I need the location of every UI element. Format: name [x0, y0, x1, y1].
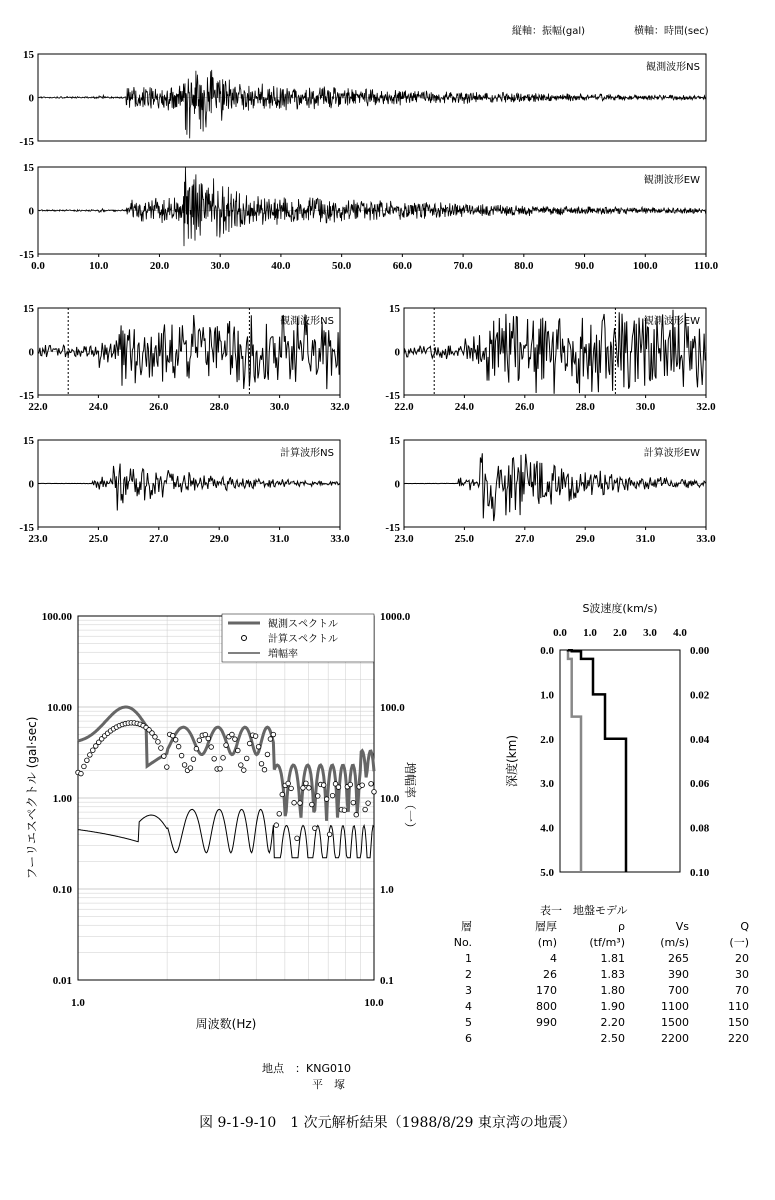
calc-spectrum-point — [170, 733, 175, 738]
calc-spectrum-point — [304, 781, 309, 786]
calc-spectrum-point — [79, 771, 84, 776]
table-cell: 265 — [668, 951, 689, 965]
y-tick-label: 15 — [23, 162, 34, 174]
x-tick-label: 25.0 — [88, 533, 109, 545]
calc-spectrum-point — [159, 746, 164, 751]
x-tick-label: 23.0 — [394, 533, 414, 545]
calc-spectrum-point — [239, 763, 244, 768]
calc-spectrum-point — [209, 745, 214, 750]
calc-spectrum-point — [162, 754, 167, 759]
calc-spectrum-point — [363, 807, 368, 812]
calc-spectrum-point — [233, 737, 238, 742]
y-tick-label: 0 — [28, 92, 34, 105]
table-cell: 6 — [465, 1031, 472, 1045]
calc-spectrum-point — [224, 743, 229, 748]
calc-spectrum-point — [277, 811, 282, 816]
x-tick-label: 30.0 — [635, 401, 656, 413]
y-tick-label: -15 — [19, 249, 34, 261]
table-cell: 1.80 — [600, 983, 625, 997]
calc-spectrum-point — [253, 734, 258, 739]
calc-spectrum-point — [221, 756, 226, 761]
y-tick-label: 5.0 — [540, 867, 554, 879]
calc-spectrum-point — [206, 736, 211, 741]
calc-spectrum-point — [194, 746, 199, 751]
calc-spectrum-point — [366, 801, 371, 806]
vs-profile-chart — [504, 601, 710, 879]
calc-spectrum-point — [156, 740, 161, 745]
table-units-row — [452, 934, 749, 950]
x-tick-label: 2.0 — [613, 627, 627, 639]
table-row — [452, 1014, 749, 1030]
waveform-line — [38, 167, 706, 246]
table-cell: 110 — [728, 999, 749, 1013]
x-tick-label: 22.0 — [394, 401, 414, 413]
table-cell: 1 — [465, 951, 472, 965]
y-tick-label: 0 — [394, 478, 400, 491]
calc-spectrum-point — [247, 741, 252, 746]
table-row — [452, 998, 749, 1014]
calc-spectrum-point — [262, 767, 267, 772]
y-tick-label: -15 — [19, 136, 34, 148]
calc-spectrum-point — [256, 744, 261, 749]
x-tick-label: 40.0 — [271, 260, 291, 272]
x-tick-label: 31.0 — [635, 533, 656, 545]
panel-label: 観測波形EW — [643, 175, 700, 186]
y-tick-label: 15 — [23, 435, 34, 447]
calc-spectrum-point — [369, 782, 374, 787]
y-tick-label: 3.0 — [540, 778, 554, 791]
table-cell: (一) — [729, 936, 749, 949]
table-cell: 2.50 — [600, 1031, 625, 1045]
table-cell: 150 — [728, 1015, 749, 1029]
y2-tick-label: 100.0 — [380, 702, 405, 714]
table-cell: (m) — [537, 935, 557, 949]
table-cell — [472, 1030, 557, 1046]
table-cell: 2 — [465, 967, 472, 981]
calc-spectrum-point — [241, 768, 246, 773]
y2-tick-label: 10.0 — [380, 793, 400, 805]
calc-spectrum-point — [153, 735, 158, 740]
y-axis-label-left: フーリエスペクトル (gal·sec) — [25, 716, 39, 880]
x-tick-label: 32.0 — [330, 401, 350, 413]
calc-spectrum-point — [327, 832, 332, 837]
calc-spectrum-point — [351, 800, 356, 805]
calc-spectrum-point — [321, 783, 326, 788]
y2-tick-label: 0.02 — [690, 689, 710, 702]
calc-spectrum-point — [182, 763, 187, 768]
calc-spectrum-point — [259, 761, 264, 766]
table-cell: Vs — [675, 919, 689, 933]
vs-ylabel: 深度(km) — [505, 734, 519, 788]
table-cell: 2200 — [661, 1031, 689, 1045]
table-cell: 990 — [536, 1015, 557, 1029]
vs-title: S波速度(km/s) — [582, 602, 658, 615]
calc-spectrum-point — [197, 738, 202, 743]
table-cell: (tf/m³) — [589, 935, 625, 949]
y-tick-label: 4.0 — [540, 822, 554, 835]
calc-spectrum-point — [324, 797, 329, 802]
y2-tick-label: 0.08 — [690, 822, 710, 835]
layer-table-title: 表一 地盤モデル — [540, 904, 628, 917]
table-cell: 4 — [465, 999, 472, 1013]
y-tick-label: 0 — [28, 205, 34, 218]
table-header-row — [452, 918, 749, 934]
calc-spectrum-point — [313, 826, 318, 831]
calc-spectrum-point — [173, 737, 178, 742]
waveform-line — [38, 70, 706, 138]
vs-deep-line — [568, 650, 626, 872]
y2-tick-label: 0.00 — [690, 645, 710, 657]
calc-spectrum-point — [191, 757, 196, 762]
x-tick-label: 80.0 — [514, 260, 534, 272]
y-tick-label: 0.10 — [52, 884, 72, 896]
calc-spectrum-point — [265, 752, 270, 757]
y-tick-label: 1.0 — [540, 689, 554, 702]
panel-label: 計算波形NS — [280, 448, 334, 459]
x-tick-label: 33.0 — [330, 533, 350, 545]
calc-spectrum-point — [85, 758, 90, 763]
x-tick-label: 1.0 — [583, 627, 597, 639]
table-cell: 1.83 — [600, 967, 625, 981]
calc-spectrum-point — [301, 786, 306, 791]
spectrum-chart — [25, 611, 418, 1031]
calc-spectrum-point — [348, 782, 353, 787]
x-tick-label: 24.0 — [88, 401, 109, 413]
x-tick-label: 1.0 — [71, 997, 85, 1009]
x-tick-label: 20.0 — [149, 260, 170, 272]
x-tick-label: 10.0 — [364, 997, 384, 1009]
calc-spectrum-point — [315, 794, 320, 799]
y-axis-label-right: 増幅率（一） — [403, 761, 417, 835]
y-tick-label: 0.01 — [52, 975, 72, 987]
x-tick-label: 90.0 — [574, 260, 595, 272]
y2-tick-label: 0.06 — [690, 778, 710, 791]
calc-spectrum-point — [336, 785, 341, 790]
calc-spectrum-point — [280, 792, 285, 797]
x-tick-label: 27.0 — [149, 533, 169, 545]
y-tick-label: 15 — [389, 435, 400, 447]
x-tick-label: 23.0 — [28, 533, 48, 545]
x-tick-label: 0.0 — [31, 260, 45, 272]
x-tick-label: 50.0 — [332, 260, 352, 272]
calc-spectrum-point — [298, 801, 303, 806]
calc-waveform-panels — [19, 435, 716, 545]
table-row — [452, 982, 749, 998]
table-cell: 層厚 — [535, 920, 557, 933]
y-tick-label: 0 — [28, 478, 34, 491]
figure-caption: 図 9-1-9-10 1 次元解析結果（1988/8/29 東京湾の地震） — [199, 1115, 576, 1131]
calc-spectrum-point — [212, 757, 217, 762]
x-tick-label: 26.0 — [149, 401, 169, 413]
calc-spectrum-point — [274, 823, 279, 828]
table-cell: 20 — [735, 951, 749, 965]
zoom-waveform-panels — [19, 303, 716, 413]
calc-spectrum-point — [354, 812, 359, 817]
axis-note-horizontal: 横軸：時間(sec) — [634, 26, 709, 37]
x-tick-label: 30.0 — [210, 260, 230, 272]
table-cell: 220 — [728, 1031, 749, 1045]
calc-spectrum-point — [330, 793, 335, 798]
x-tick-label: 29.0 — [575, 533, 595, 545]
y-tick-label: 100.00 — [41, 611, 72, 623]
top-waveform-panels — [19, 49, 718, 272]
y-tick-label: -15 — [19, 390, 34, 402]
calc-spectrum-point — [372, 790, 377, 795]
calc-spectrum-point — [176, 744, 181, 749]
calc-spectrum-point — [230, 732, 235, 737]
calc-spectrum-point — [88, 753, 93, 758]
x-tick-label: 110.0 — [693, 260, 719, 272]
waveform-line — [38, 464, 340, 511]
table-cell: 390 — [668, 967, 689, 981]
legend-entry: 計算スペクトル — [268, 634, 338, 645]
x-tick-label: 22.0 — [28, 401, 48, 413]
x-tick-label: 27.0 — [515, 533, 535, 545]
calc-spectrum-point — [236, 748, 241, 753]
calc-spectrum-point — [165, 765, 170, 770]
x-tick-label: 24.0 — [454, 401, 475, 413]
x-tick-label: 28.0 — [575, 401, 595, 413]
calc-spectrum-point — [188, 766, 193, 771]
x-tick-label: 31.0 — [269, 533, 290, 545]
legend-entry: 観測スペクトル — [268, 619, 338, 630]
table-cell: 4 — [550, 951, 557, 965]
calc-spectrum-point — [82, 764, 87, 769]
x-tick-label: 29.0 — [209, 533, 229, 545]
x-tick-label: 26.0 — [515, 401, 535, 413]
calc-spectrum-point — [91, 748, 96, 753]
table-cell: 5 — [465, 1015, 472, 1029]
panel-label: 観測波形NS — [646, 62, 700, 73]
y-tick-label: -15 — [385, 522, 400, 534]
y-tick-label: 10.00 — [47, 702, 72, 714]
table-cell: 1500 — [661, 1015, 689, 1029]
y-tick-label: 0 — [28, 346, 34, 359]
table-cell: 3 — [465, 983, 472, 997]
x-tick-label: 100.0 — [632, 260, 658, 272]
table-cell: 2.20 — [600, 1015, 625, 1029]
calc-spectrum-point — [268, 737, 273, 742]
table-row — [452, 950, 749, 966]
legend-swatch-calc — [242, 636, 247, 641]
panel-label: 観測波形NS — [280, 316, 334, 327]
station-label: 地点 ：KNG010 — [262, 1062, 351, 1075]
table-cell: 層 — [461, 920, 472, 933]
x-tick-label: 60.0 — [392, 260, 412, 272]
calc-spectrum-point — [244, 756, 249, 761]
table-cell: 1.81 — [600, 951, 625, 965]
table-cell: 700 — [668, 983, 689, 997]
y-tick-label: 15 — [23, 49, 34, 61]
calc-spectrum-point — [179, 753, 184, 758]
x-tick-label: 3.0 — [643, 627, 657, 639]
panel-label: 計算波形EW — [643, 448, 700, 459]
legend-entry: 増幅率 — [268, 649, 298, 660]
x-tick-label: 0.0 — [553, 627, 567, 639]
y2-tick-label: 0.04 — [690, 733, 710, 746]
x-tick-label: 70.0 — [453, 260, 473, 272]
table-cell: 1.90 — [600, 999, 625, 1013]
vs-frame — [560, 650, 680, 872]
x-tick-label: 25.0 — [454, 533, 475, 545]
y-tick-label: -15 — [19, 522, 34, 534]
calc-spectrum-point — [307, 786, 312, 791]
table-cell: Q — [740, 919, 749, 933]
y2-tick-label: 1.0 — [380, 884, 394, 896]
x-tick-label: 30.0 — [269, 401, 290, 413]
calc-spectrum-point — [271, 732, 276, 737]
calc-spectrum-point — [310, 802, 315, 807]
table-cell: 1100 — [661, 999, 689, 1013]
y2-tick-label: 0.1 — [380, 975, 394, 987]
x-tick-label: 33.0 — [696, 533, 716, 545]
table-cell: 26 — [543, 967, 557, 981]
table-cell: ρ — [618, 919, 625, 933]
layer-table — [452, 918, 749, 1046]
y-tick-label: 1.00 — [52, 793, 72, 805]
table-row — [452, 966, 749, 982]
y-tick-label: 0.0 — [540, 645, 554, 657]
waveform-line — [404, 453, 706, 521]
table-cell: 30 — [735, 967, 749, 981]
y-tick-label: 0 — [394, 346, 400, 359]
calc-spectrum-point — [295, 836, 300, 841]
table-cell: 800 — [536, 999, 557, 1013]
x-axis-label: 周波数(Hz) — [195, 1017, 257, 1031]
y-tick-label: 2.0 — [540, 733, 554, 746]
y2-tick-label: 0.10 — [690, 867, 710, 879]
x-tick-label: 28.0 — [209, 401, 229, 413]
calc-spectrum-point — [342, 808, 347, 813]
y-tick-label: 15 — [389, 303, 400, 315]
calc-spectrum-point — [292, 800, 297, 805]
vs-shallow-line — [568, 650, 581, 872]
calc-spectrum-point — [286, 781, 291, 786]
x-tick-label: 10.0 — [89, 260, 109, 272]
y2-tick-label: 1000.0 — [380, 611, 411, 623]
panel-label: 観測波形EW — [643, 316, 700, 327]
table-cell: (m/s) — [660, 935, 689, 949]
table-cell: 170 — [536, 983, 557, 997]
station-name: 平 塚 — [312, 1078, 345, 1091]
table-cell: No. — [453, 935, 472, 949]
calc-spectrum-point — [360, 783, 365, 788]
table-cell: 70 — [735, 983, 749, 997]
y-tick-label: -15 — [385, 390, 400, 402]
x-tick-label: 4.0 — [673, 627, 687, 639]
calc-spectrum-point — [289, 786, 294, 791]
y-tick-label: 15 — [23, 303, 34, 315]
x-tick-label: 32.0 — [696, 401, 716, 413]
axis-note-vertical: 縦軸：振幅(gal) — [512, 26, 586, 37]
calc-spectrum-point — [218, 767, 223, 772]
table-row — [452, 1030, 749, 1046]
